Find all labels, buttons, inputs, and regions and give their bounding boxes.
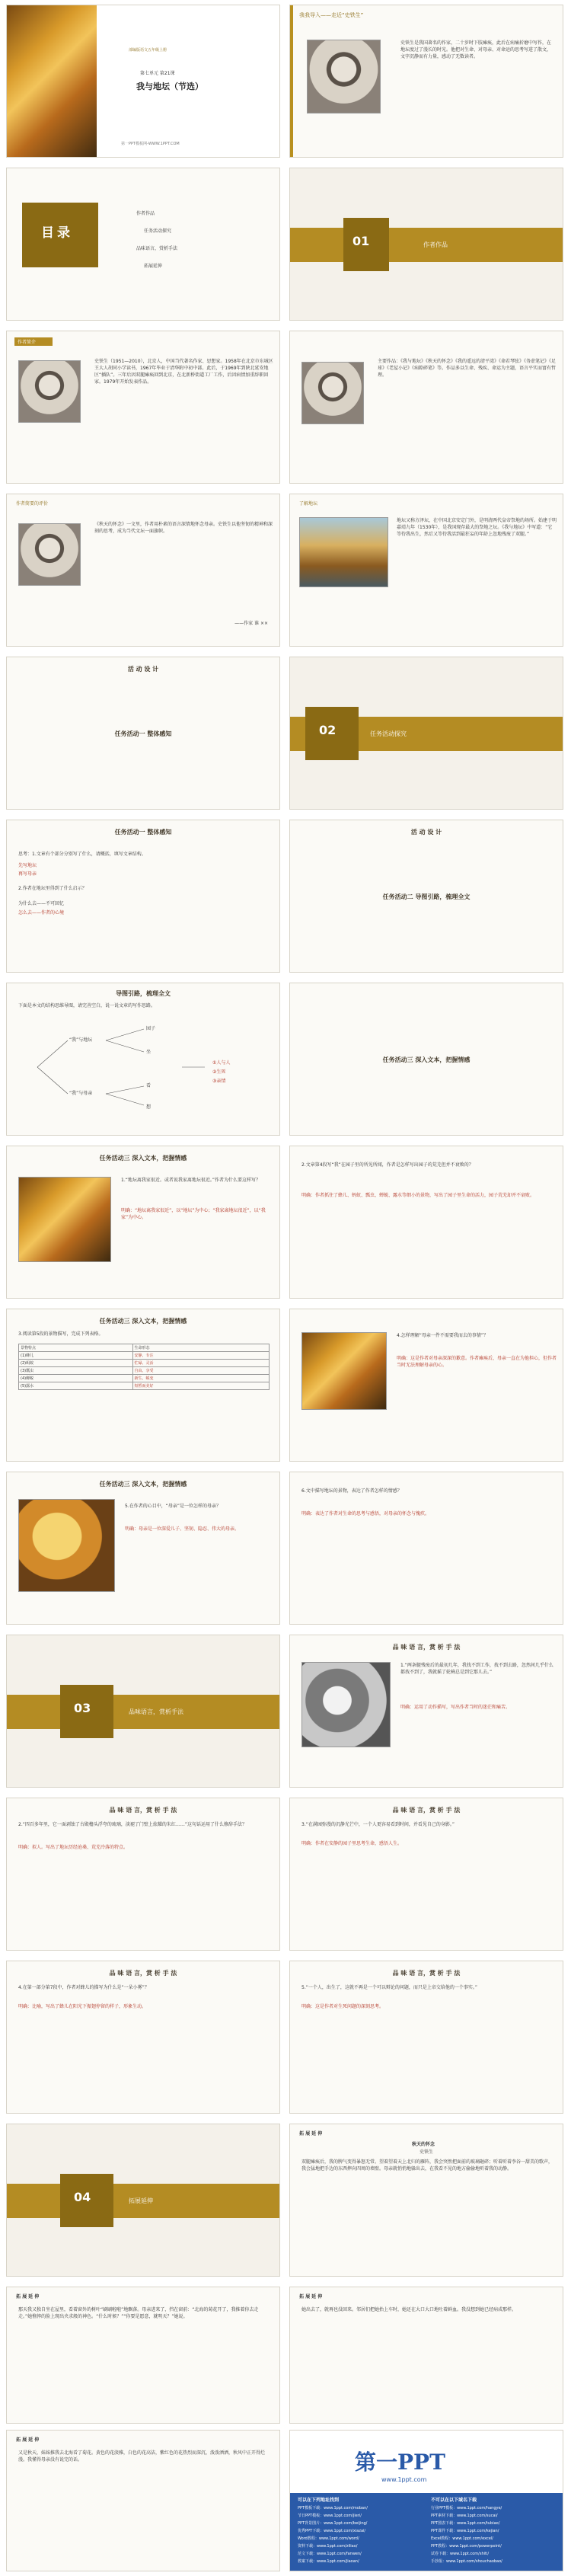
answer-red-2: 再写母亲: [18, 871, 37, 877]
mindmap-right-2: ②生死: [212, 1069, 226, 1075]
slide-ad[interactable]: [289, 2430, 563, 2571]
unit-label: 第七单元 第21课: [140, 71, 175, 76]
author-portrait: [18, 360, 81, 423]
slide-task-3-q5[interactable]: [6, 1472, 280, 1625]
ad-link[interactable]: PPT素材下载：www.1ppt.com/sucai/: [431, 2514, 498, 2518]
section-number: 01: [352, 234, 370, 248]
autumn-park-photo: [7, 5, 98, 158]
slide-title: 任务活动三 深入文本，把握情感: [99, 1318, 187, 1325]
activity-sub: 任务活动二 导图引路，梳理全文: [382, 893, 471, 900]
ad-link[interactable]: PPT课件下载：www.1ppt.com/kejian/: [431, 2529, 499, 2533]
footer-url: 第一PPT模板网-WWW.1PPT.COM: [121, 142, 180, 146]
question: 5.在作者的心目中，“母亲”是一位怎样的母亲？: [125, 1504, 221, 1509]
slide-heading: 我我导入——走近“史铁生”: [299, 12, 364, 18]
slide-title: 活 动 设 计: [410, 829, 442, 836]
extension-author: 史铁生: [419, 2149, 434, 2155]
slide-language-3[interactable]: [289, 1798, 563, 1951]
question: 1.“地坛离我家很近。或者说我家离地坛很近。”作者为什么要这样写？: [121, 1178, 260, 1183]
ad-link[interactable]: 手抄报：www.1ppt.com/shouchaobao/: [431, 2559, 502, 2564]
mindmap-node-1: “我”与地坛: [69, 1037, 93, 1043]
section-label: 作者作品: [423, 241, 448, 248]
ad-link[interactable]: PPT背景图片：www.1ppt.com/beijing/: [298, 2521, 368, 2526]
section-label: 拓展延伸: [129, 2197, 153, 2204]
slide-title: 任务活动一 整体感知: [114, 829, 172, 836]
slide-author-intro[interactable]: [6, 331, 280, 484]
mindmap-intro: 下面是本文的结构思维导图，请完善空白，说一说文章的写作思路。: [18, 1003, 156, 1008]
slide-author-works[interactable]: [289, 331, 563, 484]
slide-extension-4[interactable]: [6, 2430, 280, 2571]
scenery-table: [18, 1344, 270, 1390]
slide-task-3-cover[interactable]: [289, 983, 563, 1136]
mindmap-node-3: 园子: [146, 1026, 156, 1031]
slide-title: 品 味 语 言，赏 析 手 法: [109, 1970, 177, 1977]
slide-ditan-intro[interactable]: [289, 494, 563, 647]
answer: 明确：“地坛离我家很近”，以“地坛”为中心；“我家离地坛很近”，以“我家”为中心。: [121, 1208, 266, 1220]
ad-link[interactable]: PPT图表下载：www.1ppt.com/tubiao/: [431, 2521, 500, 2526]
ad-link[interactable]: 教案下载：www.1ppt.com/jiaoan/: [298, 2559, 359, 2564]
section-label: 任务活动探究: [370, 730, 407, 737]
table-row: (5)露水 短暂而美好: [19, 1382, 270, 1390]
answer: 明确：母亲是一位深爱儿子、坚韧、隐忍、伟大的母亲。: [125, 1526, 240, 1532]
slide-task-3-table[interactable]: [6, 1309, 280, 1462]
slide-title: 品 味 语 言，赏 析 手 法: [392, 1970, 461, 1977]
author-bio: 史铁生（1951—2010），北京人，中国当代著名作家、思想家。1958年在北京市东城区王大人胡同小学读书，1967年毕业于清华附中初中部。此后，于1969年到陕北延安地区“插队”。三年后因双腿瘫痪回到北京，在北新桥街道工厂工作，后因病情加重辞职回家。1979年开始发表作品。: [94, 359, 273, 385]
ad-link[interactable]: 资料下载：www.1ppt.com/ziliao/: [298, 2544, 358, 2549]
author-portrait: [18, 523, 81, 586]
accent-bar: [290, 5, 293, 157]
slide-task-1[interactable]: [6, 820, 280, 973]
slide-title: 品 味 语 言，赏 析 手 法: [392, 1644, 461, 1651]
slide-title: 拓 展 延 伸: [16, 2294, 40, 2300]
table-row: (1)蜂儿 安静、专注: [19, 1352, 270, 1360]
slide-intro[interactable]: [289, 5, 563, 158]
slide-extension-3[interactable]: [289, 2287, 563, 2424]
ditan-body: 地坛又称方泽坛，在中国北京安定门外，是明清两代皇帝祭地的场所。始建于明嘉靖九年（1530年），是我国现存最大的祭地之坛。《我与地坛》中写道：“它等待我出生，然后又等待我活到最狂妄的年龄上忽地残废了双腿。”: [397, 518, 557, 537]
slide-task-3-q6[interactable]: [289, 1472, 563, 1625]
slide-section-4[interactable]: [6, 2124, 280, 2277]
slide-title: 活 动 设 计: [127, 666, 159, 673]
answer: 明确：比喻，写出了蜂儿在阳光下振翅停留的样子，形象生动。: [18, 2004, 147, 2009]
lesson-title: 我与地坛（节选）: [136, 81, 203, 91]
ad-link[interactable]: Excel教程：www.1ppt.com/excel/: [431, 2536, 493, 2541]
slide-task-3-q1[interactable]: [6, 1146, 280, 1299]
slide-task-3-q2[interactable]: [289, 1146, 563, 1299]
answer: 明确：拟人。写出了地坛历经沧桑、荒芜冷落的特点。: [18, 1845, 129, 1850]
slide-title: 导图引路，梳理全文: [116, 990, 171, 997]
answer-red-1: 先写地坛: [18, 863, 37, 868]
intro-body: 史铁生是我国著名的作家，二十岁时下肢瘫痪，此后在病痛折磨中写作，在地坛度过了漫长的时光。他把对生命、对母亲、对命运的思考写进了散文，文字沉静而有力量，感动了无数读者。: [400, 40, 552, 59]
extension-body: 又是秋天，妹妹推我去北海看了菊花。黄色的花淡雅，白色的花高洁，紫红色的花热烈而深沉，泼泼洒洒，秋风中正开得烂漫。我懂得母亲没有说完的话。: [18, 2450, 266, 2463]
ppt-logo: 第一PPT: [355, 2450, 445, 2475]
author-portrait: [307, 40, 381, 113]
review-signature: ——作家 谁 ××: [234, 621, 268, 626]
extension-subtitle: 秋天的怀念: [412, 2142, 435, 2147]
slide-author-review[interactable]: [6, 494, 280, 647]
section-number: 02: [319, 723, 337, 737]
answer: 明确：这是作者对母亲深深的歉意。作者瘫痪后，母亲一直在为他担心，但作者当时无法理解母亲的心。: [397, 1356, 557, 1368]
grade-label: 部编版语文五年级上册: [129, 48, 167, 53]
extension-body: 她出去了，就再也没回来。邻居们把她抬上车时，她还在大口大口地吐着鲜血。我没想到她已经病成那样。: [301, 2307, 517, 2312]
answer-2: 怎么去——作者的心境: [18, 910, 65, 916]
slide-language-2[interactable]: [6, 1798, 280, 1951]
ppt-url[interactable]: www.1ppt.com: [381, 2476, 427, 2483]
ad-link[interactable]: 优秀PPT下载：www.1ppt.com/xiazai/: [298, 2529, 366, 2533]
slide-title: 任务活动三 深入文本，把握情感: [99, 1155, 187, 1162]
slide-title: 任务活动三 深入文本，把握情感: [382, 1056, 471, 1063]
slide-language-1[interactable]: [289, 1635, 563, 1788]
table-row: (2)蚂蚁 忙碌、灵活: [19, 1360, 270, 1367]
slide-title: 品 味 语 言，赏 析 手 法: [109, 1807, 177, 1814]
slide-title: 任务活动三 深入文本，把握情感: [99, 1481, 187, 1488]
scene-photo: [301, 1332, 387, 1410]
question: 6.文中描写地坛的景物，表达了作者怎样的情感？: [301, 1488, 402, 1494]
slide-activity-design-2[interactable]: [289, 820, 563, 973]
ad-link[interactable]: 试卷下载：www.1ppt.com/shiti/: [431, 2552, 490, 2556]
section-number: 04: [74, 2190, 91, 2204]
mindmap-node-4: 坐: [146, 1050, 152, 1055]
question-2: 2.作者在地坛里得到了什么启示？: [18, 886, 87, 891]
slide-language-4[interactable]: [6, 1961, 280, 2114]
question: 4.怎样理解“母亲一件不需要我而去的事情”？: [397, 1333, 488, 1338]
toc-item-4[interactable]: 拓展延伸: [144, 264, 163, 269]
question: 3.阅读第5段的景物描写，完成下列表格。: [18, 1331, 104, 1337]
works-body: 主要作品：《我与地坛》《秋天的怀念》《我的遥远的清平湾》《命若琴弦》《务虚笔记》《足球》《老屋小记》《病隙碎笔》等。作品多以生命、残疾、命运为主题，语言平实而富有哲理。: [378, 359, 557, 378]
slide-section-3[interactable]: [6, 1635, 280, 1788]
answer: 明确：运用了动作描写，写出作者当时的迷茫和痛苦。: [400, 1705, 511, 1710]
tree-photo: [18, 1499, 115, 1592]
slide-title: 拓 展 延 伸: [16, 2437, 40, 2443]
slide-section-1[interactable]: [289, 168, 563, 321]
slide-language-5[interactable]: [289, 1961, 563, 2114]
table-row: 景物特点 生命形态: [19, 1344, 270, 1352]
slide-title: 拓 展 延 伸: [299, 2294, 323, 2300]
ad-link[interactable]: PPT教程：www.1ppt.com/powerpoint/: [431, 2544, 502, 2549]
author-portrait: [301, 362, 364, 424]
ad-link[interactable]: 行业PPT模板：www.1ppt.com/hangye/: [431, 2506, 502, 2510]
ad-link[interactable]: 范文下载：www.1ppt.com/fanwen/: [298, 2552, 362, 2556]
tag-label: 作者简要的评价: [16, 501, 49, 507]
question-1: 思考：1.文章有个部分分别写了什么，请概括，填写文章结构。: [18, 852, 146, 857]
answer: 明确：表达了作者对生命的思考与感悟，对母亲的怀念与愧疚。: [301, 1511, 430, 1517]
slide-activity-design-1[interactable]: [6, 657, 280, 810]
answer: 明确：作者在安静的园子里思考生命，感悟人生。: [301, 1841, 403, 1846]
table-row: (4)蝉蜕 新生、蜕变: [19, 1375, 270, 1382]
slide-title: 拓 展 延 伸: [299, 2131, 323, 2137]
answer-1: 为什么去——不可回忆: [18, 901, 65, 906]
ad-link[interactable]: PPT模板下载：www.1ppt.com/moban/: [298, 2506, 368, 2510]
ad-left-list: [298, 2504, 427, 2565]
mindmap-right-1: ①人与人: [212, 1060, 231, 1066]
question: 4.在第一部分第7段中，作者对蜂儿的描写为什么是“一朵小雾”？: [18, 1985, 149, 1990]
answer: 明确：作者抓住了蜂儿、蚂蚁、瓢虫、蝉蜕、露水等细小的景物，写出了园子里生命的活力，园子荒芜却并不衰败。: [301, 1193, 535, 1198]
extension-body: 那天我又独自坐在屋里，看着窗外的树叶“刷刷啦啦”地飘落。母亲进来了，挡在窗前：“北海的菊花开了，我推着你去走走。”她憔悴的脸上现出央求般的神色。“什么时候？”“你要是愿意，就明天？”她说。: [18, 2307, 259, 2319]
slide-title: 品 味 语 言，赏 析 手 法: [392, 1807, 461, 1814]
slide-toc[interactable]: [6, 168, 280, 321]
question: 3.“在满园弥漫的沉静光芒中，一个人更容易看到时间，并看见自己的身影。”: [301, 1822, 455, 1827]
mindmap-node-5: 看: [146, 1083, 152, 1088]
review-body: 《秋天的怀念》一文里，作者用朴素的语言深情地怀念母亲。史铁生以他坚韧的精神和深刻的思考，成为当代文坛一面旗帜。: [94, 522, 273, 534]
question: 1.“两条腿残废后的最初几年，我找不到工作，找不到去路，忽然间几乎什么都找不到了，我就摇了轮椅总是到它那儿去。”: [400, 1663, 553, 1675]
answer: 明确：这是作者对生死问题的深刻思考。: [301, 2004, 384, 2009]
slide-mindmap[interactable]: [6, 983, 280, 1136]
slide-extension-1[interactable]: [289, 2124, 563, 2277]
scene-photo: [18, 1177, 111, 1262]
toc-item-2[interactable]: 任务活动探究: [144, 229, 172, 234]
slide-task-3-q4[interactable]: [289, 1309, 563, 1462]
mindmap-diagram: [7, 1014, 280, 1136]
ad-link[interactable]: Word教程：www.1ppt.com/word/: [298, 2536, 359, 2541]
bw-photo: [301, 1662, 391, 1747]
question: 2.“四百多年里，它一面剥蚀了古殿檐头浮夸的琉璃，淡褪了门壁上炫耀的朱红……”这句话运用了什么修辞手法？: [18, 1822, 247, 1827]
table-row: (3)瓢虫 自由、享受: [19, 1367, 270, 1375]
section-label: 品味语言，赏析手法: [129, 1708, 183, 1715]
mindmap-right-3: ③亲情: [212, 1079, 226, 1084]
tag-label: 作者简介: [18, 340, 37, 345]
ad-right-title: 不可以在以下域名下载: [431, 2498, 477, 2503]
slide-section-2[interactable]: [289, 657, 563, 810]
slide-extension-2[interactable]: [6, 2287, 280, 2424]
ad-link[interactable]: 节日PPT模板：www.1ppt.com/jieri/: [298, 2514, 362, 2518]
ad-right-list: [431, 2504, 560, 2565]
toc-item-3[interactable]: 品味语言，赏析手法: [136, 246, 178, 251]
extension-body: 双腿瘫痪后，我的脾气变得暴怒无常。望着望着天上北归的雁阵，我会突然把面前的玻璃砸碎；听着听着李谷一甜美的歌声，我会猛地把手边的东西摔向四周的墙壁。母亲就悄悄地躲出去，在我看不见的地方偷偷地听着我的动静。: [301, 2159, 553, 2172]
activity-sub: 任务活动一 整体感知: [114, 730, 172, 737]
mindmap-node-2: “我”与母亲: [69, 1091, 93, 1096]
slide-title-cover[interactable]: [6, 5, 280, 158]
tag-label: 了解地坛: [299, 501, 318, 507]
toc-heading: 目录: [41, 225, 73, 241]
ad-left-title: 可以在下列地址找到: [298, 2498, 340, 2503]
section-number: 03: [74, 1701, 91, 1715]
mindmap-node-6: 想: [146, 1104, 152, 1110]
toc-item-1[interactable]: 作者作品: [136, 211, 155, 216]
question: 2.文章第4段写“我”在园子里的所见所闻，作者是怎样写出园子的荒芜但并不衰败的？: [301, 1162, 474, 1168]
question: 5.“一个人，出生了，这就不再是一个可以辩论的问题，而只是上帝交给他的一个事实。”: [301, 1985, 477, 1990]
ditan-photo: [299, 517, 388, 587]
